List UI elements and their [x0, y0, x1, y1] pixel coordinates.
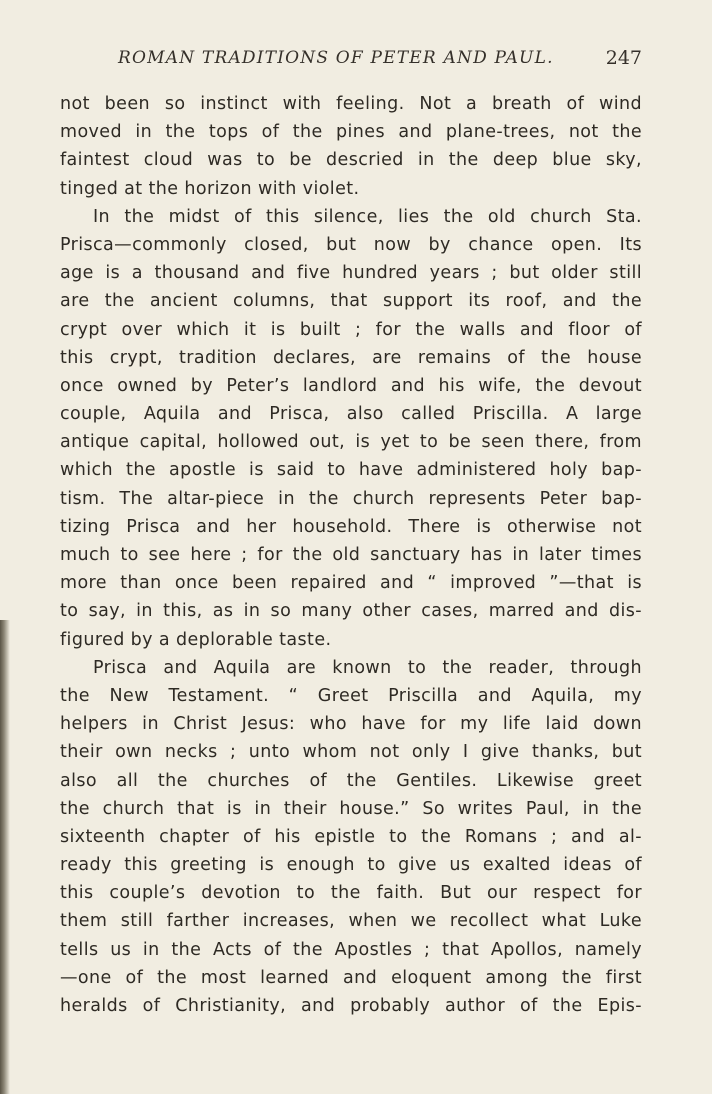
- page-number: 247: [605, 47, 642, 69]
- text-line: their own necks ; unto whom not only I give thanks, but: [60, 742, 642, 763]
- text-line: In the midst of this silence, lies the old church Sta.: [93, 206, 642, 227]
- text-line: tizing Prisca and her household. There is otherwise not: [60, 516, 642, 537]
- text-line: tells us in the Acts of the Apostles ; that Apollos, namely: [60, 939, 642, 960]
- text-line: the New Testament. “ Greet Priscilla and Aquila, my: [60, 685, 642, 706]
- text-line: antique capital, hollowed out, is yet to be seen there, from: [60, 432, 642, 453]
- text-line: more than once been repaired and “ improved ”—that is: [60, 573, 642, 594]
- text-line: age is a thousand and five hundred years ; but older still: [60, 263, 642, 284]
- text-line: the church that is in their house.” So writes Paul, in the: [60, 798, 642, 819]
- text-line: not been so instinct with feeling. Not a breath of wind: [60, 94, 642, 114]
- text-line: —one of the most learned and eloquent among the first: [60, 967, 642, 988]
- text-line: heralds of Christianity, and probably author of the Epis-: [60, 996, 642, 1016]
- text-line: tism. The altar-piece in the church represents Peter bap-: [60, 488, 642, 509]
- text-line: once owned by Peter’s landlord and his wife, the devout: [60, 375, 642, 396]
- page-gutter-shadow: [0, 620, 10, 1094]
- text-line: couple, Aquila and Prisca, also called Priscilla. A large: [60, 404, 642, 425]
- text-line: to say, in this, as in so many other cases, marred and dis-: [60, 601, 642, 622]
- text-line: helpers in Christ Jesus: who have for my life laid down: [60, 714, 642, 735]
- text-line: Prisca and Aquila are known to the reader, through: [93, 657, 642, 678]
- text-line: are the ancient columns, that support its roof, and the: [60, 291, 642, 312]
- text-line: this crypt, tradition declares, are remains of the house: [60, 347, 642, 368]
- text-line: Prisca—commonly closed, but now by chance open. Its: [60, 234, 642, 255]
- text-line: this couple’s devotion to the faith. But our respect for: [60, 883, 642, 904]
- text-line: ready this greeting is enough to give us exalted ideas of: [60, 855, 642, 876]
- text-line: sixteenth chapter of his epistle to the Romans ; and al-: [60, 826, 642, 847]
- text-line: crypt over which it is built ; for the walls and floor of: [60, 319, 642, 340]
- text-line: also all the churches of the Gentiles. Likewise greet: [60, 770, 642, 791]
- text-line: faintest cloud was to be descried in the deep blue sky,: [60, 150, 642, 171]
- text-line: figured by a deplorable taste.: [60, 629, 332, 650]
- text-line: much to see here ; for the old sanctuary has in later times: [60, 545, 642, 565]
- body-text: [60, 90, 642, 1020]
- text-line: which the apostle is said to have administered holy bap-: [60, 460, 642, 481]
- book-page: [60, 47, 642, 1016]
- text-line: moved in the tops of the pines and plane-trees, not the: [60, 122, 642, 143]
- running-head: [60, 48, 642, 78]
- running-title: ROMAN TRADITIONS OF PETER AND PAUL.: [118, 48, 554, 68]
- text-line: them still farther increases, when we recollect what Luke: [60, 911, 642, 932]
- text-line: tinged at the horizon with violet.: [60, 178, 360, 199]
